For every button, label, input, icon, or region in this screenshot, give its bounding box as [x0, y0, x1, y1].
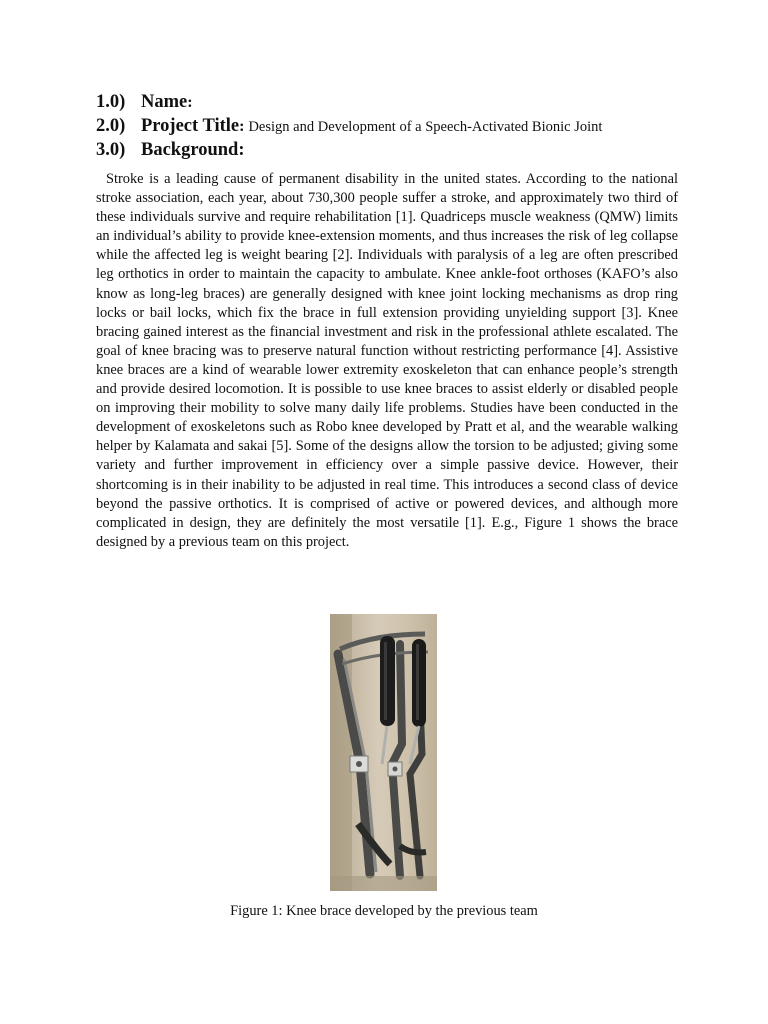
heading-number: 3.0)	[96, 140, 126, 160]
background-paragraph: Stroke is a leading cause of permanent disability in the united states. According to the national stroke association, each year, about 730,300 people suffer a stroke, and approximately two third of these individuals survive and require rehabilitation [1]. Quadriceps muscle weakness (QMW) limits an individual’s ability to provide knee-extension moments, and thus increases the risk of leg collapse while the affected leg is weight bearing [2]. Individuals with paralysis of a leg are often prescribed leg orthotics in order to maintain the capacity to ambulate. Knee ankle-foot orthoses (KAFO’s also know as long-leg braces) are generally designed with knee joint locking mechanisms as drop ring locks or bail locks, which fix the brace in full extension providing unyielding support [3]. Knee bracing gained interest as the financial investment and risk in the professional athlete escalated. The goal of knee bracing was to preserve natural function without restricting performance [4]. Assistive knee braces are a kind of wearable lower extremity exoskeleton that can enhance people’s strength and provide desired locomotion. It is possible to use knee braces to assist elderly or disabled people on improving their mobility to solve many daily life problems. Studies have been conducted in the development of exoskeletons such as Robo knee developed by Pratt et al, and the wearable walking helper by Kalamata and sakai [5]. Some of the designs allow the torsion to be adjusted; giving some variety and further improvement in efficiency over a simple passive device. However, their shortcoming is in their inability to be adjusted in real time. This introduces a second class of device beyond the passive orthotics. It is comprised of active or powered devices, and although more complicated in design, they are definitely the most versatile [1]. E.g., Figure 1 shows the brace designed by a previous team on this project.	[96, 171, 678, 550]
project-title-value: Design and Development of a Speech-Activated Bionic Joint	[248, 119, 603, 135]
figure-caption: Figure 1: Knee brace developed by the previous team	[230, 903, 538, 919]
heading-colon: :	[239, 118, 245, 135]
heading-project-title	[96, 116, 602, 140]
knee-brace-illustration	[330, 614, 437, 891]
heading-label: Project Title	[141, 116, 240, 136]
knee-brace-photo	[330, 614, 437, 891]
background-section	[96, 170, 678, 552]
heading-number: 1.0)	[96, 92, 126, 112]
heading-background	[96, 140, 602, 164]
section-headings	[96, 92, 602, 164]
heading-name	[96, 92, 602, 116]
heading-number: 2.0)	[96, 116, 126, 136]
heading-label: Name	[141, 92, 188, 112]
heading-colon: :	[187, 94, 193, 111]
heading-label: Background:	[141, 140, 245, 160]
